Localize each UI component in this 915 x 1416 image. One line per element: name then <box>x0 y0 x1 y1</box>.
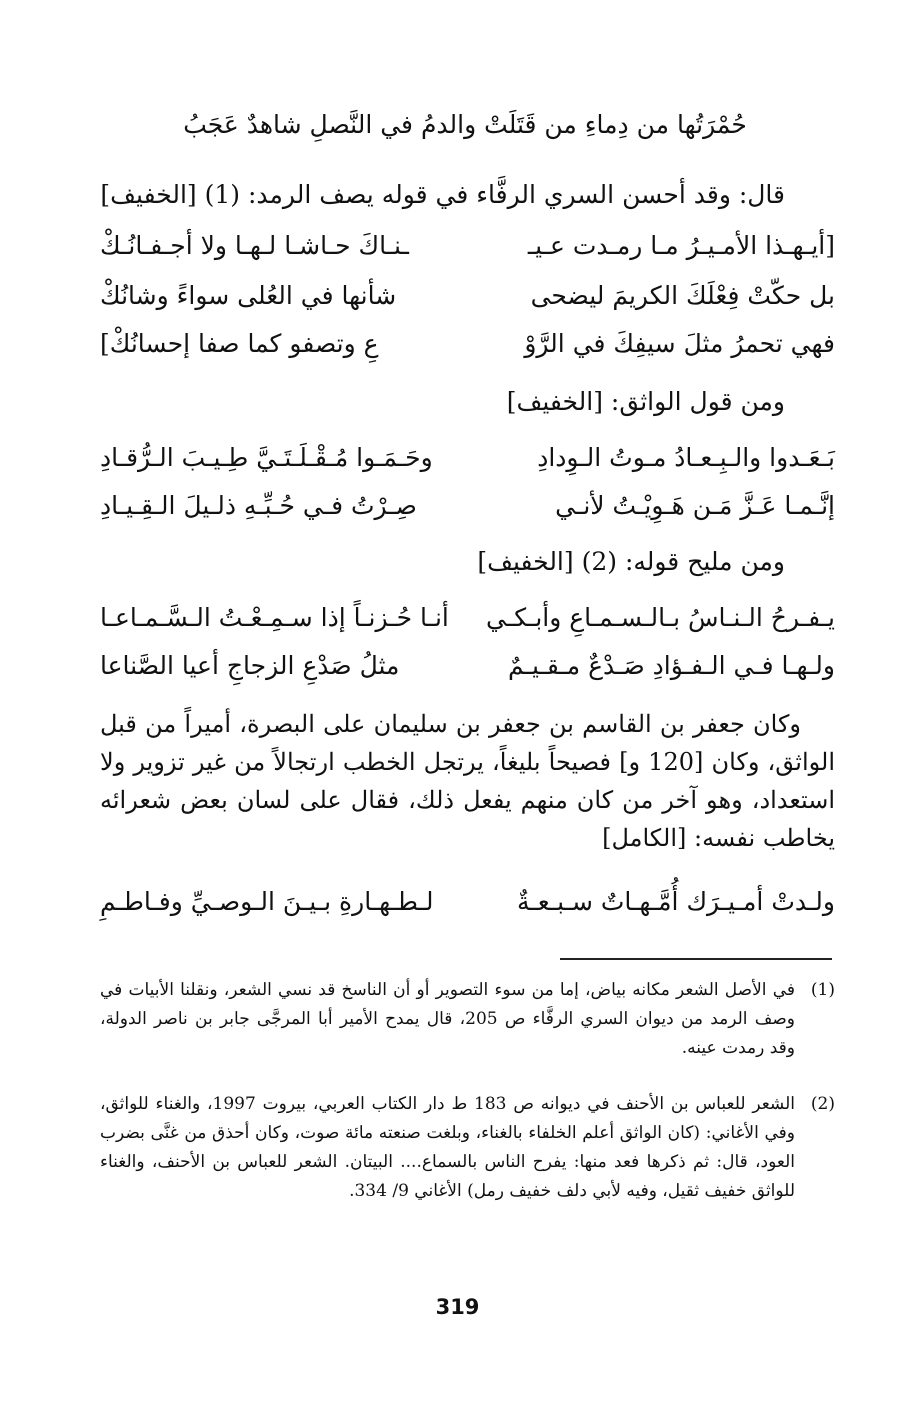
hemistich-left: صِـرْتُ فـي حُـبِّـهِ ذلـيلَ الـقِـيـادِ <box>100 491 417 520</box>
hemistich-left: لـطـهـارةِ بـيـنَ الـوصـيِّ وفـاطـمِ <box>100 887 434 916</box>
hemistich-right: ولـدتْ أمـيـرَك أُمَّـهـاتٌ سـبـعـةٌ <box>516 887 835 916</box>
footnote-text: الشعر للعباس بن الأحنف في ديوانه ص 183 ط دار الكتاب العربي، بيروت 1997، والغناء للواثق، وفي الأغاني: (كان الواثق أعلم الخلفاء بالغناء، وبلغت صنعته مائة صوت، وكان أحذق من غنَّى بضرب العود، قال: ثم ذكرها فعد منها: يفرح الناس بالسماع.... البيتان. الشعر للعباس بن الأحنف، والغناء للواثق خفيف ثقيل، وفيه لأبي دلف خفيف رمل) الأغاني 9/ 334. <box>100 1094 796 1201</box>
footnote-1 <box>100 976 835 1063</box>
hemistich-right: بل حكّتْ فِعْلَكَ الكريمَ ليضحى <box>530 281 835 310</box>
hemistich-left: وحَـمَـوا مُـقْـلَـتَـيَّ طِـيـبَ الـرُّقـادِ <box>100 443 433 472</box>
footnote-number: (2) <box>810 1094 835 1114</box>
hemistich-left: ـنـاكَ حـاشـا لـهـا ولا أجـفـانُـكْ <box>100 231 409 260</box>
poem1-verse-2 <box>100 278 835 314</box>
intro-line-2: ومن قول الواثق: [الخفيف] <box>506 387 785 416</box>
prose-paragraph: وكان جعفر بن القاسم بن جعفر بن سليمان على البصرة، أميراً من قبل الواثق، وكان [120 و] فصيحاً بليغاً، يرتجل الخطب ارتجالاً من غير تزوير ولا استعداد، وهو آخر من كان منهم يفعل ذلك، فقال على لسان بعض شعرائه يخاطب نفسه: [الكامل] <box>100 710 836 852</box>
hemistich-right: [أيـهـذا الأمـيـرُ مـا رمـدت عـيـ <box>527 231 835 260</box>
poem2-verse-1 <box>100 440 835 476</box>
poem2-verse-2 <box>100 488 835 524</box>
hemistich-right: ولـهـا فـي الـفـؤادِ صَـدْعٌ مـقـيـمٌ <box>507 651 835 680</box>
poem3-verse-1 <box>100 600 835 636</box>
hemistich-left: أنـا حُـزنـاً إذا سـمِـعْـتُ الـسَّـمـاعـا <box>100 603 449 632</box>
hemistich-right: يـفـرحُ الـنـاسُ بـالـسـمـاعِ وأبـكـي <box>486 603 835 632</box>
poem4-verse-1 <box>100 884 835 920</box>
intro-line-1: قال: وقد أحسن السري الرفَّاء في قوله يصف الرمد: (1) [الخفيف] <box>100 180 785 209</box>
footnote-text: في الأصل الشعر مكانه بياض، إما من سوء التصوير أو أن الناسخ قد نسي الشعر، ونقلنا الأبيات في وصف الرمد من ديوان السري الرفَّاء ص 205، قال يمدح الأمير أبا المرجَّى جابر بن ناصر الدولة، وقد رمدت عينه. <box>100 980 796 1058</box>
hemistich-right: إنَّـمـا عَـزَّ مَـن هَـوِيْـتُ لأنـي <box>555 491 835 520</box>
hemistich-left: شأنها في العُلى سواءً وشانُكْ <box>100 281 397 310</box>
hemistich-left: مثلُ صَدْعِ الزجاجِ أعيا الصَّناعا <box>100 651 400 680</box>
hemistich-right: بَـعَـدوا والـبِـعـادُ مـوتُ الـوِدادِ <box>537 443 835 472</box>
poem1-verse-3 <box>100 326 835 362</box>
page-number: 319 <box>435 1295 480 1319</box>
poem1-verse-1 <box>100 228 835 264</box>
hemistich-left: عِ وتصفو كما صفا إحسانُكْ] <box>100 329 379 358</box>
intro-line-3: ومن مليح قوله: (2) [الخفيف] <box>477 547 785 576</box>
poem3-verse-2 <box>100 648 835 684</box>
footnote-2 <box>100 1090 835 1206</box>
footnote-separator <box>560 958 832 960</box>
hemistich-right: فهي تحمرُ مثلَ سيفِكَ في الرَّوْ <box>524 329 835 358</box>
footnote-number: (1) <box>810 980 835 1000</box>
verse-line-top: حُمْرَتُها من دِماءِ من قَتَلَتْ والدمُ في النَّصلِ شاهدٌ عَجَبُ <box>183 110 747 139</box>
